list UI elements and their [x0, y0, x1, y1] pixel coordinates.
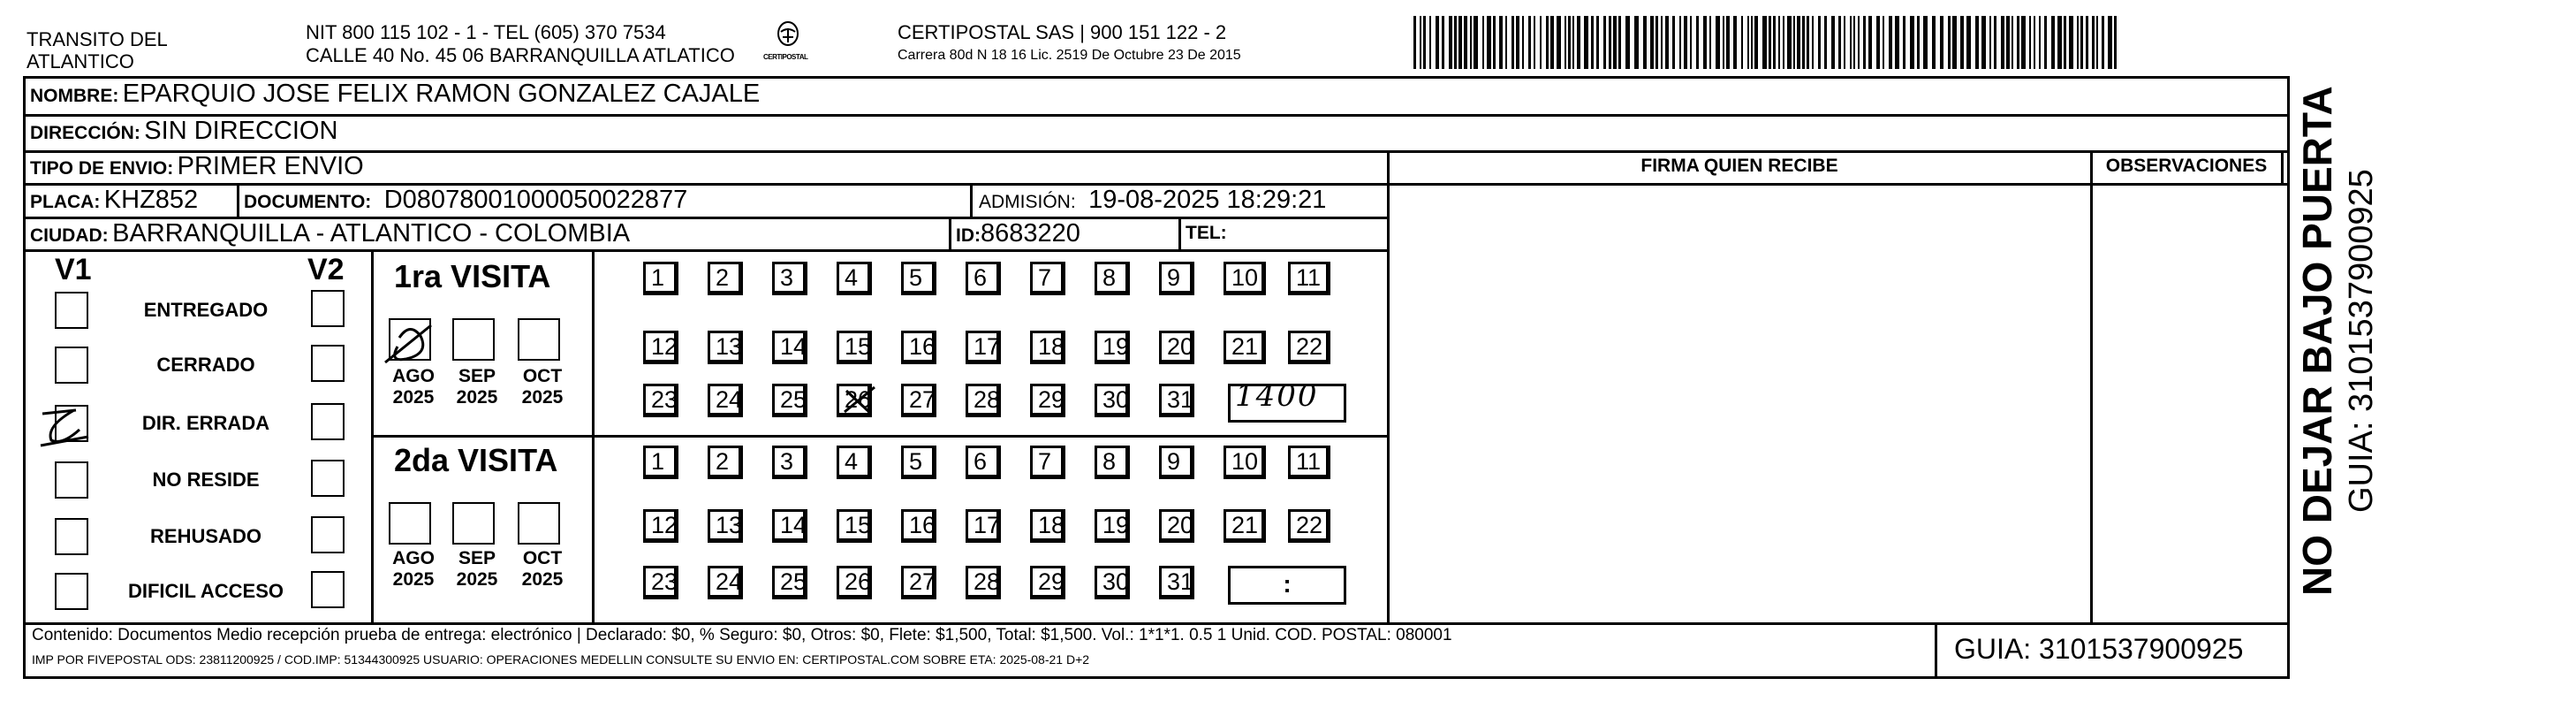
day-checkbox[interactable]: 10 [1224, 262, 1266, 295]
carrier-address: Carrera 80d N 18 16 Lic. 2519 De Octubre 23 De 2015 [898, 48, 1241, 63]
handwritten-time: 1400 [1235, 378, 1319, 414]
day-checkbox[interactable]: 20 [1159, 331, 1194, 364]
day-checkbox[interactable]: 6 [966, 262, 1001, 295]
month-label: SEP 2025 [456, 548, 498, 590]
tipo-envio-field: TIPO DE ENVIO: PRIMER ENVIO [30, 152, 364, 180]
day-checkbox[interactable]: 22 [1288, 509, 1330, 543]
day-checkbox[interactable]: 2 [708, 446, 743, 479]
company-info: NIT 800 115 102 - 1 - TEL (605) 370 7534 CALLE 40 No. 45 06 BARRANQUILLA ATLATICO [306, 21, 735, 66]
v1-checkbox[interactable] [55, 518, 88, 555]
day-checkbox[interactable]: 6 [966, 446, 1001, 479]
admision-field: ADMISIÓN: 19-08-2025 18:29:21 [979, 186, 1327, 214]
day-checkbox[interactable]: 21 [1224, 331, 1266, 364]
month-label: OCT 2025 [521, 366, 564, 408]
day-checkbox[interactable]: 13 [708, 509, 743, 543]
v2-header: V2 [307, 253, 345, 286]
day-checkbox[interactable]: 7 [1030, 446, 1065, 479]
day-checkbox[interactable]: 7 [1030, 262, 1065, 295]
day-checkbox[interactable]: 29 [1030, 384, 1065, 417]
day-checkbox[interactable]: 8 [1095, 262, 1130, 295]
day-checkbox[interactable]: 11 [1288, 262, 1330, 295]
day-checkbox[interactable]: 19 [1095, 331, 1130, 364]
row-divider [23, 622, 2290, 625]
side-guia: GUIA: 3101537900925 [2343, 169, 2380, 513]
day-checkbox[interactable]: 1 [643, 446, 678, 479]
day-checkbox[interactable]: 2 [708, 262, 743, 295]
signature-divider [1387, 150, 1390, 622]
month-checkbox[interactable] [389, 502, 431, 545]
day-checkbox[interactable]: 30 [1095, 384, 1130, 417]
nombre-value: EPARQUIO JOSE FELIX RAMON GONZALEZ CAJALE [122, 80, 761, 108]
day-checkbox[interactable]: 10 [1224, 446, 1266, 479]
handwritten-strike [837, 378, 882, 423]
certipostal-logo: CERTIPOSTAL [761, 19, 814, 65]
ciudad-field: CIUDAD: BARRANQUILLA - ATLANTICO - COLOMBIA [30, 219, 631, 248]
day-checkbox[interactable]: 31 [1159, 384, 1194, 417]
v1-checkbox[interactable] [55, 347, 88, 384]
v2-checkbox[interactable] [311, 403, 345, 440]
day-checkbox[interactable]: 13 [708, 331, 743, 364]
day-checkbox[interactable]: 30 [1095, 566, 1130, 599]
nombre-field: NOMBRE: EPARQUIO JOSE FELIX RAMON GONZALEZ CAJALE [30, 80, 761, 108]
day-checkbox[interactable]: 28 [966, 566, 1001, 599]
day-checkbox[interactable]: 27 [901, 566, 936, 599]
day-checkbox[interactable]: 18 [1030, 331, 1065, 364]
time-field[interactable]: : [1228, 566, 1346, 605]
day-checkbox[interactable]: 18 [1030, 509, 1065, 543]
day-checkbox[interactable]: 14 [772, 509, 807, 543]
day-checkbox[interactable]: 4 [837, 446, 872, 479]
status-option-label: ENTREGADO [143, 299, 269, 321]
v2-checkbox[interactable] [311, 516, 345, 553]
v2-checkbox[interactable] [311, 290, 345, 327]
row-divider [23, 114, 2290, 117]
first-visit-title: 1ra VISITA [394, 258, 551, 294]
handwritten-check-mark [380, 316, 442, 378]
day-checkbox[interactable]: 4 [837, 262, 872, 295]
placa-field: PLACA: KHZ852 [30, 186, 199, 214]
firma-header: FIRMA QUIEN RECIBE [1640, 156, 1838, 176]
carrier-name: CERTIPOSTAL SAS | 900 151 122 - 2 [898, 21, 1227, 43]
day-checkbox[interactable]: 5 [901, 446, 936, 479]
day-checkbox[interactable]: 3 [772, 262, 807, 295]
month-label: SEP 2025 [456, 366, 498, 408]
imp-line: IMP POR FIVEPOSTAL ODS: 23811200925 / COD.IMP: 51344300925 USUARIO: OPERACIONES MEDELLIN CONSULTE SU ENVIO EN: CERTIPOSTAL.COM SOBRE ETA: 2025-08-21 D+2 [32, 652, 1090, 667]
v1-checkbox[interactable] [55, 461, 88, 499]
day-checkbox[interactable]: 5 [901, 262, 936, 295]
v1-checkbox[interactable] [55, 573, 88, 610]
day-checkbox[interactable]: 16 [901, 509, 936, 543]
day-checkbox[interactable]: 12 [643, 331, 678, 364]
footer-guia: GUIA: 3101537900925 [1954, 633, 2244, 665]
month-checkbox[interactable] [518, 318, 560, 361]
row-divider [23, 249, 1387, 252]
v1-header: V1 [55, 253, 92, 286]
day-checkbox[interactable]: 25 [772, 566, 807, 599]
day-checkbox[interactable]: 31 [1159, 566, 1194, 599]
barcode [1413, 16, 2120, 69]
v1-checkbox[interactable] [55, 292, 88, 329]
handwritten-check-mark [37, 401, 90, 453]
day-checkbox[interactable]: 19 [1095, 509, 1130, 543]
v2-checkbox[interactable] [311, 571, 345, 608]
observaciones-header: OBSERVACIONES [2105, 156, 2268, 176]
day-checkbox[interactable]: 8 [1095, 446, 1130, 479]
day-checkbox[interactable]: 29 [1030, 566, 1065, 599]
day-checkbox[interactable]: 9 [1159, 262, 1194, 295]
month-label: OCT 2025 [521, 548, 564, 590]
status-option-label: DIR. ERRADA [141, 412, 270, 434]
day-checkbox[interactable]: 11 [1288, 446, 1330, 479]
direccion-field: DIRECCIÓN: SIN DIRECCION [30, 117, 338, 145]
day-checkbox[interactable]: 3 [772, 446, 807, 479]
contenido-line: Contenido: Documentos Medio recepción prueba de entrega: electrónico | Declarado: $0, % Seguro: $0, Otros: $0, Flete: $1,500, Total: $1,500. Vol.: 1*1*1. 0.5 1 Unid. COD. POSTAL: 080001 [32, 626, 1452, 644]
v2-checkbox[interactable] [311, 460, 345, 497]
day-checkbox[interactable]: 25 [772, 384, 807, 417]
month-checkbox[interactable] [452, 318, 495, 361]
day-checkbox[interactable]: 24 [708, 384, 743, 417]
month-label: AGO 2025 [392, 548, 435, 590]
day-checkbox[interactable]: 17 [966, 509, 1001, 543]
observations-divider [2090, 150, 2093, 622]
day-checkbox[interactable]: 17 [966, 331, 1001, 364]
day-checkbox[interactable]: 15 [837, 331, 872, 364]
second-visit-title: 2da VISITA [394, 442, 558, 478]
day-checkbox[interactable]: 20 [1159, 509, 1194, 543]
day-checkbox[interactable]: 23 [643, 384, 678, 417]
day-checkbox[interactable]: 12 [643, 509, 678, 543]
day-checkbox[interactable]: 24 [708, 566, 743, 599]
day-checkbox[interactable]: 27 [901, 384, 936, 417]
day-checkbox[interactable]: 26 [837, 566, 872, 599]
day-checkbox[interactable]: 22 [1288, 331, 1330, 364]
no-dejar-bajo-puerta: NO DEJAR BAJO PUERTA [2294, 86, 2340, 596]
status-option-label: CERRADO [156, 354, 255, 376]
day-checkbox[interactable]: 23 [643, 566, 678, 599]
day-checkbox[interactable]: 28 [966, 384, 1001, 417]
day-checkbox[interactable]: 16 [901, 331, 936, 364]
day-checkbox[interactable]: 1 [643, 262, 678, 295]
status-option-label: DIFICIL ACCESO [127, 580, 284, 602]
month-label: AGO 2025 [392, 366, 435, 408]
day-checkbox[interactable]: 26 [837, 384, 872, 417]
day-checkbox[interactable]: 9 [1159, 446, 1194, 479]
status-option-label: REHUSADO [150, 525, 261, 547]
v2-checkbox[interactable] [311, 345, 345, 382]
day-checkbox[interactable]: 14 [772, 331, 807, 364]
day-checkbox[interactable]: 15 [837, 509, 872, 543]
documento-field: DOCUMENTO: D08078001000050022877 [244, 186, 688, 214]
tel-field: TEL: [1186, 223, 1227, 243]
status-option-label: NO RESIDE [152, 469, 260, 491]
day-checkbox[interactable]: 21 [1224, 509, 1266, 543]
id-field: ID:8683220 [956, 219, 1080, 248]
month-checkbox[interactable] [518, 502, 560, 545]
month-checkbox[interactable] [452, 502, 495, 545]
company-name: TRANSITO DEL ATLANTICO [27, 28, 168, 72]
